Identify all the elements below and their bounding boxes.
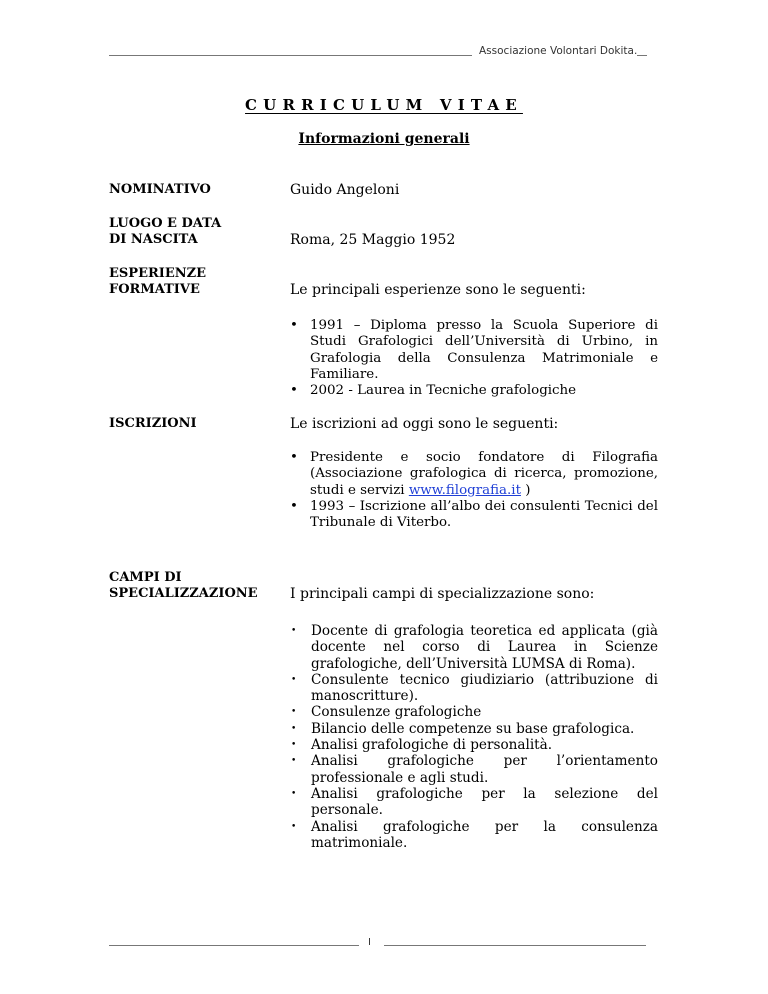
list-item	[290, 450, 658, 499]
iscrizioni-list	[290, 450, 658, 531]
list-item: • Analisi grafologiche per la selezione del personale.	[290, 786, 658, 819]
list-item: • Docente di grafologia teoretica ed applicata (già docente nel corso di Laurea in Scienze grafologiche, dell’Università LUMSA di Roma).	[290, 623, 658, 672]
filografia-link[interactable]: www.filografia.it	[408, 482, 521, 498]
campi-label	[109, 570, 258, 602]
header-rule-tail	[637, 55, 647, 56]
esperienze-label	[109, 266, 206, 298]
esperienze-intro: Le principali esperienze sono le seguenti:	[290, 282, 586, 298]
document-title: CURRICULUM VITAE	[245, 96, 523, 114]
section-subtitle: Informazioni generali	[298, 131, 470, 147]
footer-rule-right	[384, 945, 646, 946]
campi-label-line2: SPECIALIZZAZIONE	[109, 586, 258, 601]
iscrizioni-item1-text: Presidente e socio fondatore di Filografia (Associazione grafologica di ricerca, promozione, studi e servizi	[310, 450, 658, 498]
nascita-label-line2: DI NASCITA	[109, 232, 198, 247]
campi-label-line1: CAMPI DI	[109, 570, 182, 585]
list-item: • 1991 – Diploma presso la Scuola Superiore di Studi Grafologici dell’Università di Urbino, in Grafologia della Consulenza Matrimoniale e Familiare.	[290, 318, 658, 383]
nascita-value: Roma, 25 Maggio 1952	[290, 232, 456, 248]
campi-list	[290, 623, 658, 851]
list-item: • Consulente tecnico giudiziario (attribuzione di manoscritture).	[290, 672, 658, 705]
header-org-name: Associazione Volontari Dokita.	[479, 45, 638, 57]
nominativo-value: Guido Angeloni	[290, 182, 400, 198]
nascita-label-line1: LUOGO E DATA	[109, 216, 222, 231]
esperienze-label-line1: ESPERIENZE	[109, 266, 207, 281]
nominativo-label: NOMINATIVO	[109, 182, 211, 197]
list-item: • Analisi grafologiche per l’orientamento professionale e agli studi.	[290, 753, 658, 786]
list-item: • Bilancio delle competenze su base grafologica.	[290, 721, 658, 737]
nascita-label	[109, 216, 221, 248]
header-rule	[109, 55, 472, 56]
page-number: I	[368, 937, 371, 948]
iscrizioni-intro: Le iscrizioni ad oggi sono le seguenti:	[290, 416, 559, 432]
list-item: • Consulenze grafologiche	[290, 704, 658, 720]
campi-intro: I principali campi di specializzazione sono:	[290, 586, 595, 602]
list-item: • 2002 - Laurea in Tecniche grafologiche	[290, 383, 658, 399]
footer-rule-left	[109, 945, 359, 946]
list-item: • 1993 – Iscrizione all’albo dei consulenti Tecnici del Tribunale di Viterbo.	[290, 499, 658, 532]
esperienze-label-line2: FORMATIVE	[109, 282, 200, 297]
esperienze-list	[290, 318, 658, 399]
list-item: • Analisi grafologiche per la consulenza matrimoniale.	[290, 819, 658, 852]
list-item: • Analisi grafologiche di personalità.	[290, 737, 658, 753]
iscrizioni-item1-tail: )	[525, 482, 531, 498]
iscrizioni-label: ISCRIZIONI	[109, 416, 197, 431]
